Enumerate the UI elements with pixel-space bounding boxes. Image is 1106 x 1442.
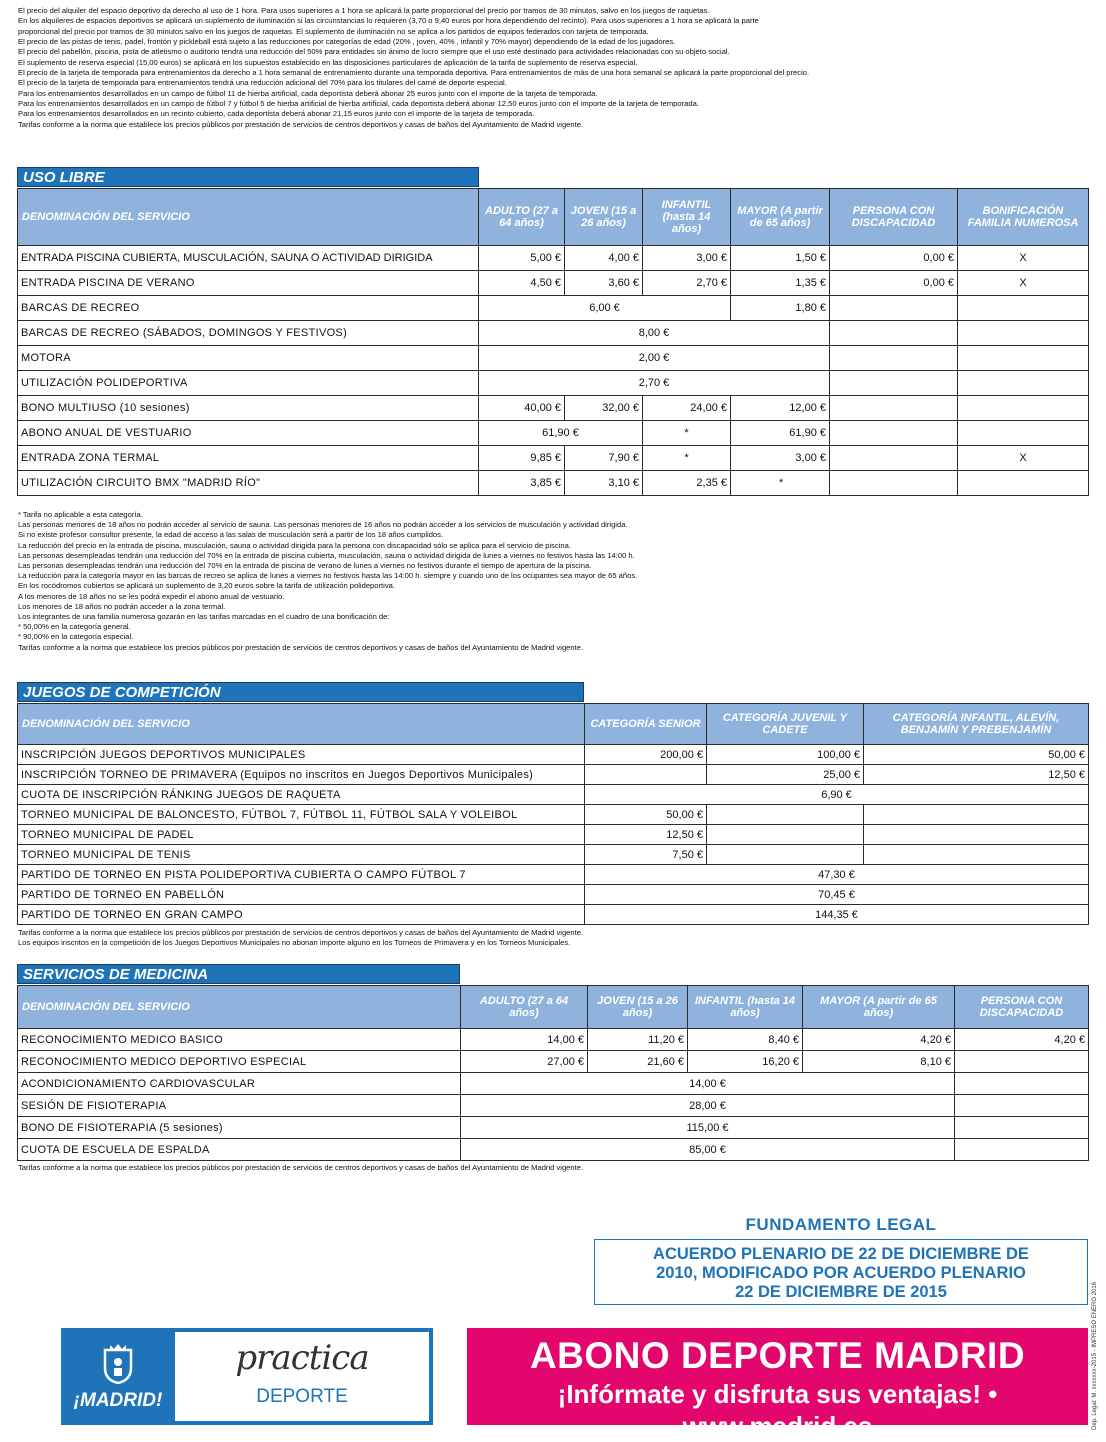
- price-cell: 6,00 €: [479, 296, 731, 321]
- price-cell: 12,50 €: [864, 765, 1089, 785]
- service-name: INSCRIPCIÓN TORNEO DE PRIMAVERA (Equipos no inscritos en Juegos Deportivos Municipales): [18, 765, 585, 785]
- service-name: ENTRADA ZONA TERMAL: [18, 446, 479, 471]
- price-cell: 8,40 €: [688, 1029, 803, 1051]
- price-cell: 70,45 €: [585, 885, 1089, 905]
- juegos-notes: [18, 928, 1093, 949]
- service-name: TORNEO MUNICIPAL DE TENIS: [18, 845, 585, 865]
- price-cell: 2,70 €: [479, 371, 830, 396]
- table-header-row: [18, 189, 1089, 246]
- empty-cell: [830, 446, 958, 471]
- price-cell: 3,85 €: [479, 471, 565, 496]
- juegos-table: [17, 703, 1089, 925]
- empty-cell: [958, 321, 1089, 346]
- section-title-uso-libre: USO LIBRE: [17, 167, 479, 187]
- header-infantil: CATEGORÍA INFANTIL, ALEVÍN, BENJAMÍN Y PREBENJAMÍN: [864, 704, 1089, 745]
- note-line: Las personas menores de 18 años no podrán acceder al servicio de sauna. Las personas menores de 16 años no podrán acceder a los servicios de musculación y actividad dirigida.: [18, 520, 628, 530]
- table-row: [18, 271, 1089, 296]
- note-line: Si no existe profesor consultor presente, la edad de acceso a las salas de musculación será a partir de los 18 años cumplidos.: [18, 530, 444, 540]
- empty-cell: [955, 1095, 1089, 1117]
- empty-cell: [958, 296, 1089, 321]
- price-cell: 50,00 €: [864, 745, 1089, 765]
- empty-cell: [955, 1073, 1089, 1095]
- price-cell: 3,00 €: [643, 246, 731, 271]
- price-cell: 12,00 €: [731, 396, 830, 421]
- price-cell: 3,60 €: [565, 271, 643, 296]
- price-cell: 3,00 €: [731, 446, 830, 471]
- header-service: DENOMINACIÓN DEL SERVICIO: [18, 986, 461, 1029]
- uso-libre-notes: [18, 510, 1093, 653]
- service-name: TORNEO MUNICIPAL DE PADEL: [18, 825, 585, 845]
- note-line: * 90,00% en la categoría especial.: [18, 632, 134, 642]
- header-joven: JOVEN (15 a 26 años): [565, 189, 643, 246]
- price-cell: 4,50 €: [479, 271, 565, 296]
- price-cell: 200,00 €: [585, 745, 707, 765]
- table-header-row: [18, 986, 1089, 1029]
- table-row: [18, 471, 1089, 496]
- service-name: UTILIZACIÓN CIRCUITO BMX "MADRID RÍO": [18, 471, 479, 496]
- service-name: BONO DE FISIOTERAPIA (5 sesiones): [18, 1117, 461, 1139]
- price-cell: 11,20 €: [588, 1029, 688, 1051]
- note-line: El precio del pabellón, piscina, pista de atletismo o auditorio tendrá una reducción del 50% para entidades sin ánimo de lucro siempre que el uso esté destinado para actividades relacionadas con su objeto social.: [18, 47, 730, 57]
- header-service: DENOMINACIÓN DEL SERVICIO: [18, 704, 585, 745]
- table-row: [18, 1139, 1089, 1161]
- top-notes: [18, 6, 1093, 130]
- price-cell: 9,85 €: [479, 446, 565, 471]
- empty-cell: [707, 805, 864, 825]
- empty-cell: [958, 421, 1089, 446]
- note-line: El precio de la tarjeta de temporada para entrenamientos da derecho a 1 hora semanal de entrenamiento durante una temporada deportiva. Para entrenamientos de más de una hora semanal se aplicará la parte proporcional del precio.: [18, 68, 810, 78]
- uso-libre-table: [17, 188, 1089, 496]
- medicina-notes: [18, 1163, 1093, 1173]
- bonus-mark: X: [958, 271, 1089, 296]
- price-cell: 14,00 €: [461, 1073, 955, 1095]
- table-row: [18, 1117, 1089, 1139]
- practica-wordmark: practica: [235, 1338, 369, 1378]
- table-row: [18, 865, 1089, 885]
- service-name: PARTIDO DE TORNEO EN PISTA POLIDEPORTIVA CUBIERTA O CAMPO FÚTBOL 7: [18, 865, 585, 885]
- price-cell: 21,60 €: [588, 1051, 688, 1073]
- service-name: INSCRIPCIÓN JUEGOS DEPORTIVOS MUNICIPALES: [18, 745, 585, 765]
- note-line: Tarifas conforme a la norma que establece los precios públicos por prestación de servicios de centros deportivos y casas de baños del Ayuntamiento de Madrid vigente.: [18, 1163, 584, 1172]
- empty-cell: [830, 321, 958, 346]
- price-cell: 47,30 €: [585, 865, 1089, 885]
- empty-cell: [864, 805, 1089, 825]
- price-cell: 4,00 €: [565, 246, 643, 271]
- price-cell: 2,70 €: [643, 271, 731, 296]
- empty-cell: [955, 1117, 1089, 1139]
- note-line: Tarifas conforme a la norma que establece los precios públicos por prestación de servicios de centros deportivos y casas de baños del Ayuntamiento de Madrid vigente.: [18, 642, 584, 652]
- header-discapacidad: PERSONA CON DISCAPACIDAD: [830, 189, 958, 246]
- note-line: Tarifas conforme a la norma que establece los precios públicos por prestación de servicios de centros deportivos y casas de baños del Ayuntamiento de Madrid vigente.: [18, 119, 584, 129]
- empty-cell: [830, 421, 958, 446]
- table-row: [18, 396, 1089, 421]
- empty-cell: [830, 471, 958, 496]
- price-cell: 32,00 €: [565, 396, 643, 421]
- empty-cell: [707, 845, 864, 865]
- table-row: [18, 371, 1089, 396]
- service-name: UTILIZACIÓN POLIDEPORTIVA: [18, 371, 479, 396]
- price-cell: 61,90 €: [731, 421, 830, 446]
- note-line: Los integrantes de una familia numerosa gozarán en las tarifas marcadas en el cuadro de una bonificación de:: [18, 612, 390, 622]
- service-name: BONO MULTIUSO (10 sesiones): [18, 396, 479, 421]
- note-line: Las personas desempleadas tendrán una reducción del 70% en la entrada de piscina cubierta, musculación, sauna o actividad dirigida de lunes a viernes no festivos hasta las 14:00 h.: [18, 550, 635, 560]
- price-cell: 24,00 €: [643, 396, 731, 421]
- note-line: * Tarifa no aplicable a esta categoría.: [18, 510, 143, 519]
- empty-cell: [830, 396, 958, 421]
- empty-cell: [864, 845, 1089, 865]
- abono-deporte-banner: [467, 1328, 1088, 1441]
- service-name: RECONOCIMIENTO MEDICO BASICO: [18, 1029, 461, 1051]
- note-line: La reducción del precio en la entrada de piscina, musculación, sauna o actividad dirigida para la persona con discapacidad sólo se aplica para el servicio de piscina.: [18, 540, 571, 550]
- legal-box: [594, 1239, 1088, 1305]
- price-cell: 2,00 €: [479, 346, 830, 371]
- price-cell: 7,50 €: [585, 845, 707, 865]
- header-senior: CATEGORÍA SENIOR: [585, 704, 707, 745]
- section-title-medicina: SERVICIOS DE MEDICINA: [17, 964, 460, 984]
- medicina-table: [17, 985, 1089, 1161]
- bonus-mark: X: [958, 446, 1089, 471]
- price-cell: 144,35 €: [585, 905, 1089, 925]
- table-row: [18, 1095, 1089, 1117]
- price-cell: 7,90 €: [565, 446, 643, 471]
- price-cell: 61,90 €: [479, 421, 643, 446]
- not-applicable-mark: *: [643, 446, 731, 471]
- price-cell: 27,00 €: [461, 1051, 588, 1073]
- note-line: Para los entrenamientos desarrollados en un campo de fútbol 7 y fútbol 5 de hierba artificial de hierba artificial, cada deportista deberá abonar 12,50 euros junto con el importe de la tarjeta de temporada.: [18, 99, 699, 109]
- empty-cell: [830, 296, 958, 321]
- table-row: [18, 805, 1089, 825]
- note-line: proporcional del precio por tramos de 30 minutos salvo en los juegos de raquetas. El suplemento de iluminación no se aplica a los partidos de equipos federados con tarjeta de temporada.: [18, 26, 649, 36]
- table-row: [18, 905, 1089, 925]
- banner-title: ABONO DEPORTE MADRID: [529, 1335, 1026, 1376]
- note-line: El suplemento de reserva especial (15,00 euros) se aplicará en los supuestos establecido en las disposiciones particulares de aplicación de la tarifa de suplemento de reserva especial.: [18, 57, 638, 67]
- empty-cell: [864, 825, 1089, 845]
- price-cell: 115,00 €: [461, 1117, 955, 1139]
- not-applicable-mark: *: [731, 471, 830, 496]
- madrid-practica-logo: [61, 1328, 433, 1425]
- service-name: ABONO ANUAL DE VESTUARIO: [18, 421, 479, 446]
- service-name: PARTIDO DE TORNEO EN PABELLÓN: [18, 885, 585, 905]
- note-line: Para los entrenamientos desarrollados en un recinto cubierto, cada deportista deberá abonar 21,15 euros junto con el importe de la tarjeta de temporada.: [18, 109, 535, 119]
- price-cell: 8,10 €: [803, 1051, 955, 1073]
- empty-cell: [585, 765, 707, 785]
- note-line: A los menores de 18 años no se les podrá expedir el abono anual de vestuario.: [18, 591, 285, 601]
- service-name: RECONOCIMIENTO MEDICO DEPORTIVO ESPECIAL: [18, 1051, 461, 1073]
- note-line: Los menores de 18 años no podrán acceder a la zona termal.: [18, 601, 226, 611]
- section-title-juegos: JUEGOS DE COMPETICIÓN: [17, 682, 584, 702]
- table-row: [18, 845, 1089, 865]
- service-name: CUOTA DE INSCRIPCIÓN RÁNKING JUEGOS DE RAQUETA: [18, 785, 585, 805]
- service-name: ENTRADA PISCINA DE VERANO: [18, 271, 479, 296]
- madrid-wordmark: ¡MADRID!: [73, 1390, 163, 1411]
- note-line: Las personas desempleadas tendrán una reducción del 70% en la entrada de piscina de verano de lunes a viernes no festivos durante el tiempo de apertura de la piscina.: [18, 561, 592, 571]
- price-cell: 14,00 €: [461, 1029, 588, 1051]
- service-name: TORNEO MUNICIPAL DE BALONCESTO, FÚTBOL 7, FÚTBOL 11, FÚTBOL SALA Y VOLEIBOL: [18, 805, 585, 825]
- empty-cell: [830, 346, 958, 371]
- note-line: Tarifas conforme a la norma que establece los precios públicos por prestación de servicios de centros deportivos y casas de baños del Ayuntamiento de Madrid vigente.: [18, 928, 584, 937]
- table-row: [18, 1051, 1089, 1073]
- table-row: [18, 765, 1089, 785]
- table-row: [18, 446, 1089, 471]
- table-row: [18, 825, 1089, 845]
- legal-deposit-text: Dep. Legal: M. xxxxxxx-2015 - IMPRESO ENERO 2016: [1092, 1281, 1098, 1430]
- price-cell: 100,00 €: [707, 745, 864, 765]
- table-row: [18, 296, 1089, 321]
- legal-title: FUNDAMENTO LEGAL: [745, 1215, 937, 1234]
- empty-cell: [955, 1139, 1089, 1161]
- price-cell: 50,00 €: [585, 805, 707, 825]
- service-name: SESIÓN DE FISIOTERAPIA: [18, 1095, 461, 1117]
- note-line: Los equipos inscritos en la competición de los Juegos Deportivos Municipales no abonan importe alguno en los Torneos de Primavera y en los Torneos Municipales.: [18, 938, 571, 948]
- service-name: BARCAS DE RECREO: [18, 296, 479, 321]
- deporte-wordmark: DEPORTE: [256, 1386, 348, 1407]
- note-line: El precio de las pistas de tenis, padel, frontón y pickleball está sujeto a las reducciones por categorías de edad (20% , joven, 40% , infantil y 70% mayor) dependiendo de la edad de los jugadores.: [18, 37, 676, 47]
- price-cell: 16,20 €: [688, 1051, 803, 1073]
- service-name: CUOTA DE ESCUELA DE ESPALDA: [18, 1139, 461, 1161]
- coat-of-arms-icon: [101, 1342, 135, 1384]
- price-cell: 8,00 €: [479, 321, 830, 346]
- price-cell: 28,00 €: [461, 1095, 955, 1117]
- banner-subtitle: ¡Infórmate y disfruta sus ventajas! • www.madrid.es: [557, 1379, 998, 1441]
- empty-cell: [958, 371, 1089, 396]
- legal-line: 2010, MODIFICADO POR ACUERDO PLENARIO: [656, 1264, 1026, 1282]
- table-row: [18, 1029, 1089, 1051]
- header-joven: JOVEN (15 a 26 años): [588, 986, 688, 1029]
- table-row: [18, 885, 1089, 905]
- price-cell: 4,20 €: [955, 1029, 1089, 1051]
- table-row: [18, 246, 1089, 271]
- note-line: En los rocódromos cubiertos se aplicará un suplemento de 3,20 euros sobre la tarifa de utilización polideportiva.: [18, 581, 395, 591]
- table-row: [18, 1073, 1089, 1095]
- header-mayor: MAYOR (A partir de 65 años): [731, 189, 830, 246]
- header-infantil: INFANTIL (hasta 14 años): [643, 189, 731, 246]
- price-cell: 1,50 €: [731, 246, 830, 271]
- empty-cell: [958, 396, 1089, 421]
- madrid-logo: [61, 1328, 175, 1425]
- header-mayor: MAYOR (A partir de 65 años): [803, 986, 955, 1029]
- empty-cell: [707, 825, 864, 845]
- note-line: Para los entrenamientos desarrollados en un campo de fútbol 11 de hierba artificial, cada deportista deberá abonar 25 euros junto con el importe de la tarjeta de temporada.: [18, 88, 598, 98]
- price-cell: 1,80 €: [731, 296, 830, 321]
- table-row: [18, 346, 1089, 371]
- price-cell: 85,00 €: [461, 1139, 955, 1161]
- not-applicable-mark: *: [643, 421, 731, 446]
- service-name: PARTIDO DE TORNEO EN GRAN CAMPO: [18, 905, 585, 925]
- service-name: MOTORA: [18, 346, 479, 371]
- header-infantil: INFANTIL (hasta 14 años): [688, 986, 803, 1029]
- service-name: BARCAS DE RECREO (SÁBADOS, DOMINGOS Y FESTIVOS): [18, 321, 479, 346]
- practica-deporte-logo: [175, 1332, 429, 1421]
- price-cell: 6,90 €: [585, 785, 1089, 805]
- header-adulto: ADULTO (27 a 64 años): [479, 189, 565, 246]
- note-line: La reducción para la categoría mayor en las barcas de recreo se aplica de lunes a viernes no festivos hasta las 14:00 h. siempre y cuando uno de los ocupantes sea mayor de 65 años.: [18, 571, 638, 581]
- empty-cell: [830, 371, 958, 396]
- table-row: [18, 785, 1089, 805]
- header-service: DENOMINACIÓN DEL SERVICIO: [18, 189, 479, 246]
- legal-line: 22 DE DICIEMBRE DE 2015: [735, 1283, 947, 1301]
- price-cell: 3,10 €: [565, 471, 643, 496]
- empty-cell: [958, 346, 1089, 371]
- table-row: [18, 321, 1089, 346]
- note-line: El precio del alquiler del espacio deportivo da derecho al uso de 1 hora. Para usos superiores a 1 hora se aplicará la parte proporcional del precio por tramos de 30 minutos, salvo en los juegos de raquetas.: [18, 6, 710, 15]
- header-adulto: ADULTO (27 a 64 años): [461, 986, 588, 1029]
- service-name: ENTRADA PISCINA CUBIERTA, MUSCULACIÓN, SAUNA O ACTIVIDAD DIRIGIDA: [18, 246, 479, 271]
- price-cell: 0,00 €: [830, 271, 958, 296]
- note-line: En los alquileres de espacios deportivos se aplicará un suplemento de iluminación si las circunstancias lo requieren (3,70 o 9,40 euros por hora dependiendo del recinto). Para usos superiores a 1 hora se aplicará la parte: [18, 16, 759, 26]
- price-cell: 4,20 €: [803, 1029, 955, 1051]
- price-cell: 0,00 €: [830, 246, 958, 271]
- header-discapacidad: PERSONA CON DISCAPACIDAD: [955, 986, 1089, 1029]
- header-familia-numerosa: BONIFICACIÓN FAMILIA NUMEROSA: [958, 189, 1089, 246]
- bonus-mark: X: [958, 246, 1089, 271]
- note-line: * 50,00% en la categoría general.: [18, 622, 131, 632]
- empty-cell: [958, 471, 1089, 496]
- price-cell: 25,00 €: [707, 765, 864, 785]
- table-row: [18, 421, 1089, 446]
- service-name: ACONDICIONAMIENTO CARDIOVASCULAR: [18, 1073, 461, 1095]
- price-cell: 12,50 €: [585, 825, 707, 845]
- header-juvenil: CATEGORÍA JUVENIL Y CADETE: [707, 704, 864, 745]
- table-row: [18, 745, 1089, 765]
- price-cell: 1,35 €: [731, 271, 830, 296]
- empty-cell: [955, 1051, 1089, 1073]
- legal-line: ACUERDO PLENARIO DE 22 DE DICIEMBRE DE: [653, 1245, 1029, 1263]
- price-cell: 5,00 €: [479, 246, 565, 271]
- note-line: El precio de la tarjeta de temporada para entrenamientos tendrá una reducción adicional del 70% para los titulares del carné de deporte especial.: [18, 78, 507, 88]
- price-cell: 2,35 €: [643, 471, 731, 496]
- table-header-row: [18, 704, 1089, 745]
- price-cell: 40,00 €: [479, 396, 565, 421]
